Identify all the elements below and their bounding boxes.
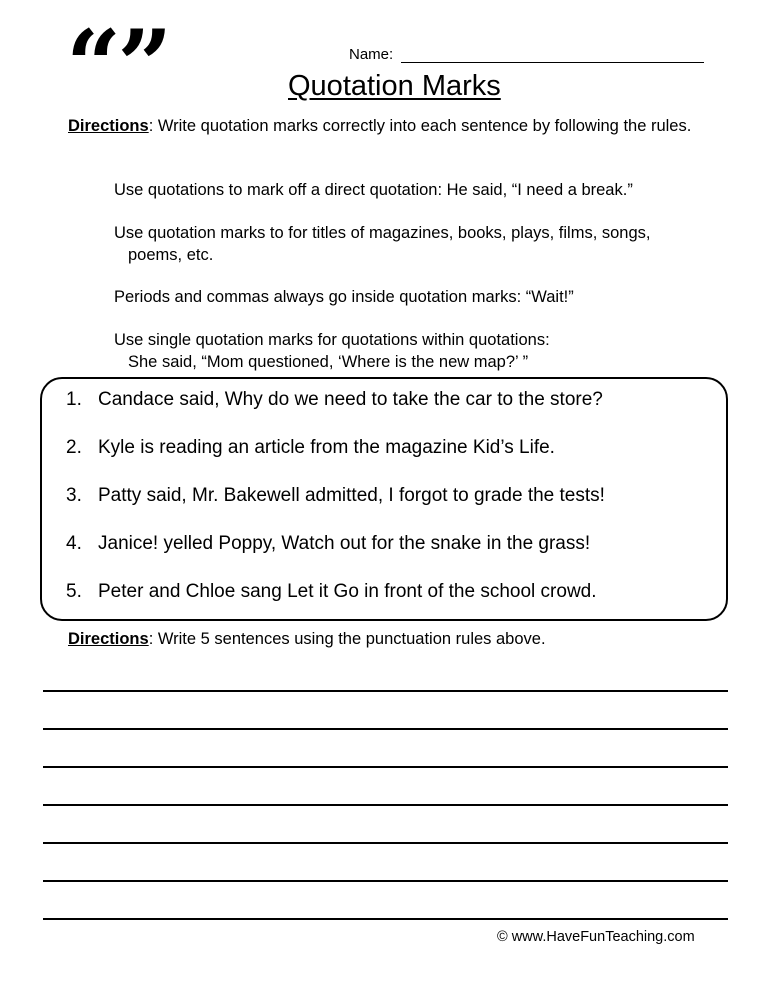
quotation-marks-icon: “” xyxy=(66,9,169,122)
item-text: Peter and Chloe sang Let it Go in front of the school crowd. xyxy=(98,581,597,602)
rule-text: Use quotation marks to for titles of magazines, books, plays, films, songs, xyxy=(114,224,651,242)
writing-line[interactable] xyxy=(43,690,728,692)
writing-line[interactable] xyxy=(43,728,728,730)
name-input-line[interactable] xyxy=(401,62,704,63)
exercise-item[interactable] xyxy=(66,437,555,459)
rule-3 xyxy=(114,286,704,308)
directions-label: Directions xyxy=(68,117,149,135)
copyright-footer: © www.HaveFunTeaching.com xyxy=(497,929,695,945)
name-label: Name: xyxy=(349,46,394,63)
exercise-item[interactable] xyxy=(66,485,605,507)
exercise-item[interactable] xyxy=(66,533,590,555)
item-number: 1. xyxy=(66,389,82,410)
page-title: Quotation Marks xyxy=(288,70,501,102)
item-number: 5. xyxy=(66,581,82,602)
rule-text-continued: poems, etc. xyxy=(128,246,214,264)
rule-text: Use single quotation marks for quotations within quotations: xyxy=(114,331,550,349)
writing-line[interactable] xyxy=(43,880,728,882)
rule-2 xyxy=(114,222,704,266)
item-number: 3. xyxy=(66,485,82,506)
item-text: Kyle is reading an article from the magazine Kid’s Life. xyxy=(98,437,555,458)
item-number: 2. xyxy=(66,437,82,458)
directions-text: : Write quotation marks correctly into each sentence by following the rules. xyxy=(148,117,692,135)
item-text: Candace said, Why do we need to take the car to the store? xyxy=(98,389,603,410)
directions-top xyxy=(68,115,718,137)
writing-line[interactable] xyxy=(43,918,728,920)
rule-text: Use quotations to mark off a direct quotation: He said, “I need a break.” xyxy=(114,181,633,199)
exercise-item[interactable] xyxy=(66,581,597,603)
directions-label: Directions xyxy=(68,630,149,648)
rule-text: Periods and commas always go inside quotation marks: “Wait!” xyxy=(114,288,574,306)
writing-line[interactable] xyxy=(43,804,728,806)
item-text: Patty said, Mr. Bakewell admitted, I forgot to grade the tests! xyxy=(98,485,605,506)
item-number: 4. xyxy=(66,533,82,554)
rule-4 xyxy=(114,329,704,373)
writing-line[interactable] xyxy=(43,766,728,768)
directions-bottom xyxy=(68,630,546,649)
rule-text-continued: She said, “Mom questioned, ‘Where is the new map?’ ” xyxy=(128,353,529,371)
rule-1 xyxy=(114,179,704,201)
exercise-item[interactable] xyxy=(66,389,603,411)
writing-line[interactable] xyxy=(43,842,728,844)
directions-text: : Write 5 sentences using the punctuation rules above. xyxy=(148,630,546,648)
item-text: Janice! yelled Poppy, Watch out for the snake in the grass! xyxy=(98,533,591,554)
